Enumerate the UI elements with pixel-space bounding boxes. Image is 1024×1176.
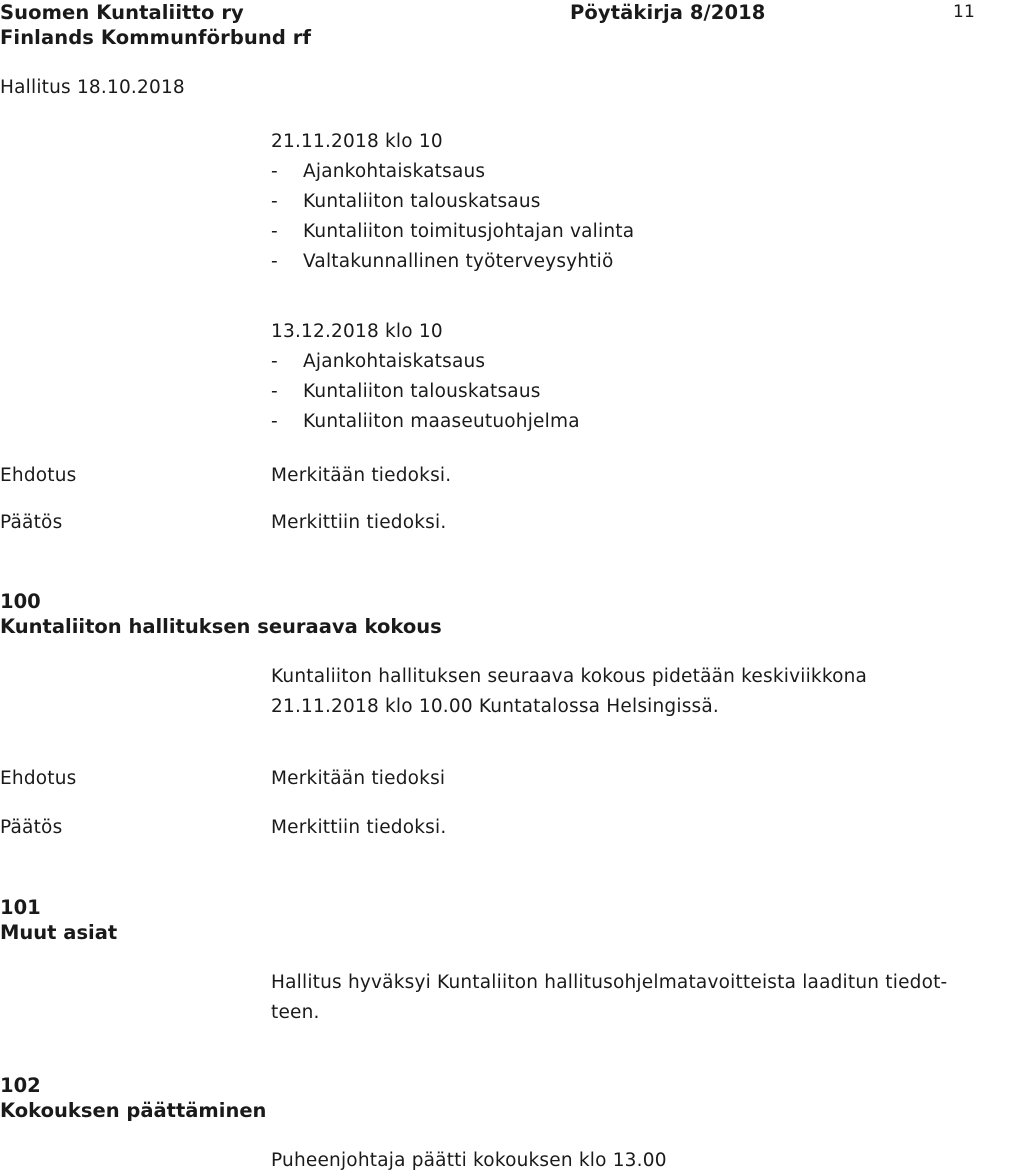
list-item: - Kuntaliiton maaseutuohjelma [271, 411, 580, 432]
decision-text: Merkittiin tiedoksi. [271, 817, 447, 838]
proposal-label: Ehdotus [0, 768, 77, 789]
agenda-date: 21.11.2018 klo 10 [271, 131, 443, 152]
agenda-date: 13.12.2018 klo 10 [271, 321, 443, 342]
section-body: Puheenjohtaja päätti kokouksen klo 13.00 [271, 1150, 667, 1171]
list-item: - Kuntaliiton talouskatsaus [271, 191, 541, 212]
page-number: 11 [953, 2, 976, 22]
section-title: Kokouksen päättäminen [0, 1099, 267, 1122]
list-item: - Ajankohtaiskatsaus [271, 161, 486, 182]
proposal-text: Merkitään tiedoksi [271, 768, 446, 789]
decision-text: Merkittiin tiedoksi. [271, 512, 447, 533]
section-title: Muut asiat [0, 921, 118, 944]
section-body: Hallitus hyväksyi Kuntaliiton hallitusohjelmatavoitteista laaditun tiedot- teen. [271, 972, 948, 1023]
decision-label: Päätös [0, 817, 63, 838]
proposal-label: Ehdotus [0, 465, 77, 486]
agenda-list-2 [271, 317, 580, 437]
list-item: - Ajankohtaiskatsaus [271, 351, 486, 372]
section-title: Kuntaliiton hallituksen seuraava kokous [0, 615, 442, 638]
list-item: - Valtakunnallinen työterveysyhtiö [271, 251, 614, 272]
organization-name-fi: Suomen Kuntaliitto ry [0, 1, 244, 24]
agenda-list-1 [271, 127, 634, 277]
decision-label: Päätös [0, 512, 63, 533]
section-number: 102 [0, 1074, 41, 1097]
organization-name-sv: Finlands Kommunförbund rf [0, 26, 312, 49]
list-item: - Kuntaliiton toimitusjohtajan valinta [271, 221, 635, 242]
proposal-text: Merkitään tiedoksi. [271, 465, 452, 486]
meeting-date: Hallitus 18.10.2018 [0, 77, 185, 98]
section-number: 101 [0, 896, 41, 919]
section-number: 100 [0, 590, 41, 613]
section-body: Kuntaliiton hallituksen seuraava kokous pidetään keskiviikkona 21.11.2018 klo 10.00 Kuntatalossa Helsingissä. [271, 666, 868, 717]
list-item: - Kuntaliiton talouskatsaus [271, 381, 541, 402]
document-title: Pöytäkirja 8/2018 [570, 1, 766, 24]
